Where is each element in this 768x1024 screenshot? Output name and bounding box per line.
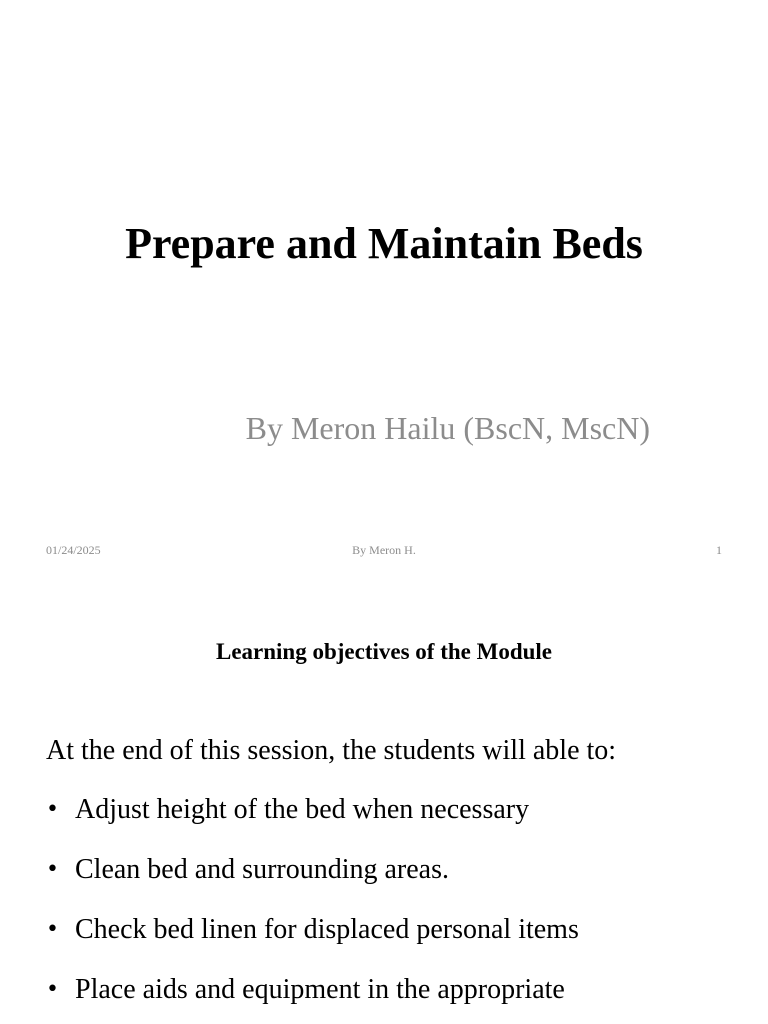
bullet-icon: • [46,917,59,942]
bullet-icon: • [46,857,59,882]
objective-text: Clean bed and surrounding areas. [75,854,449,885]
footer-date: 01/24/2025 [46,543,101,557]
slide-subtitle: By Meron Hailu (BscN, MscN) [245,410,650,446]
objective-text: Check bed linen for displaced personal items [75,914,579,945]
bullet-icon: • [46,797,59,822]
bullet-icon: • [46,977,59,1002]
footer-page-number: 1 [716,543,722,557]
slide-title: Prepare and Maintain Beds [125,219,643,268]
objective-text: Adjust height of the bed when necessary [75,794,530,825]
objectives-slide [0,575,768,1024]
objective-text: Place aids and equipment in the appropriate [75,974,565,1005]
objectives-heading: Learning objectives of the Module [215,639,552,664]
footer-author: By Meron H. [352,543,416,557]
objectives-intro: At the end of this session, the students will able to: [46,735,617,766]
